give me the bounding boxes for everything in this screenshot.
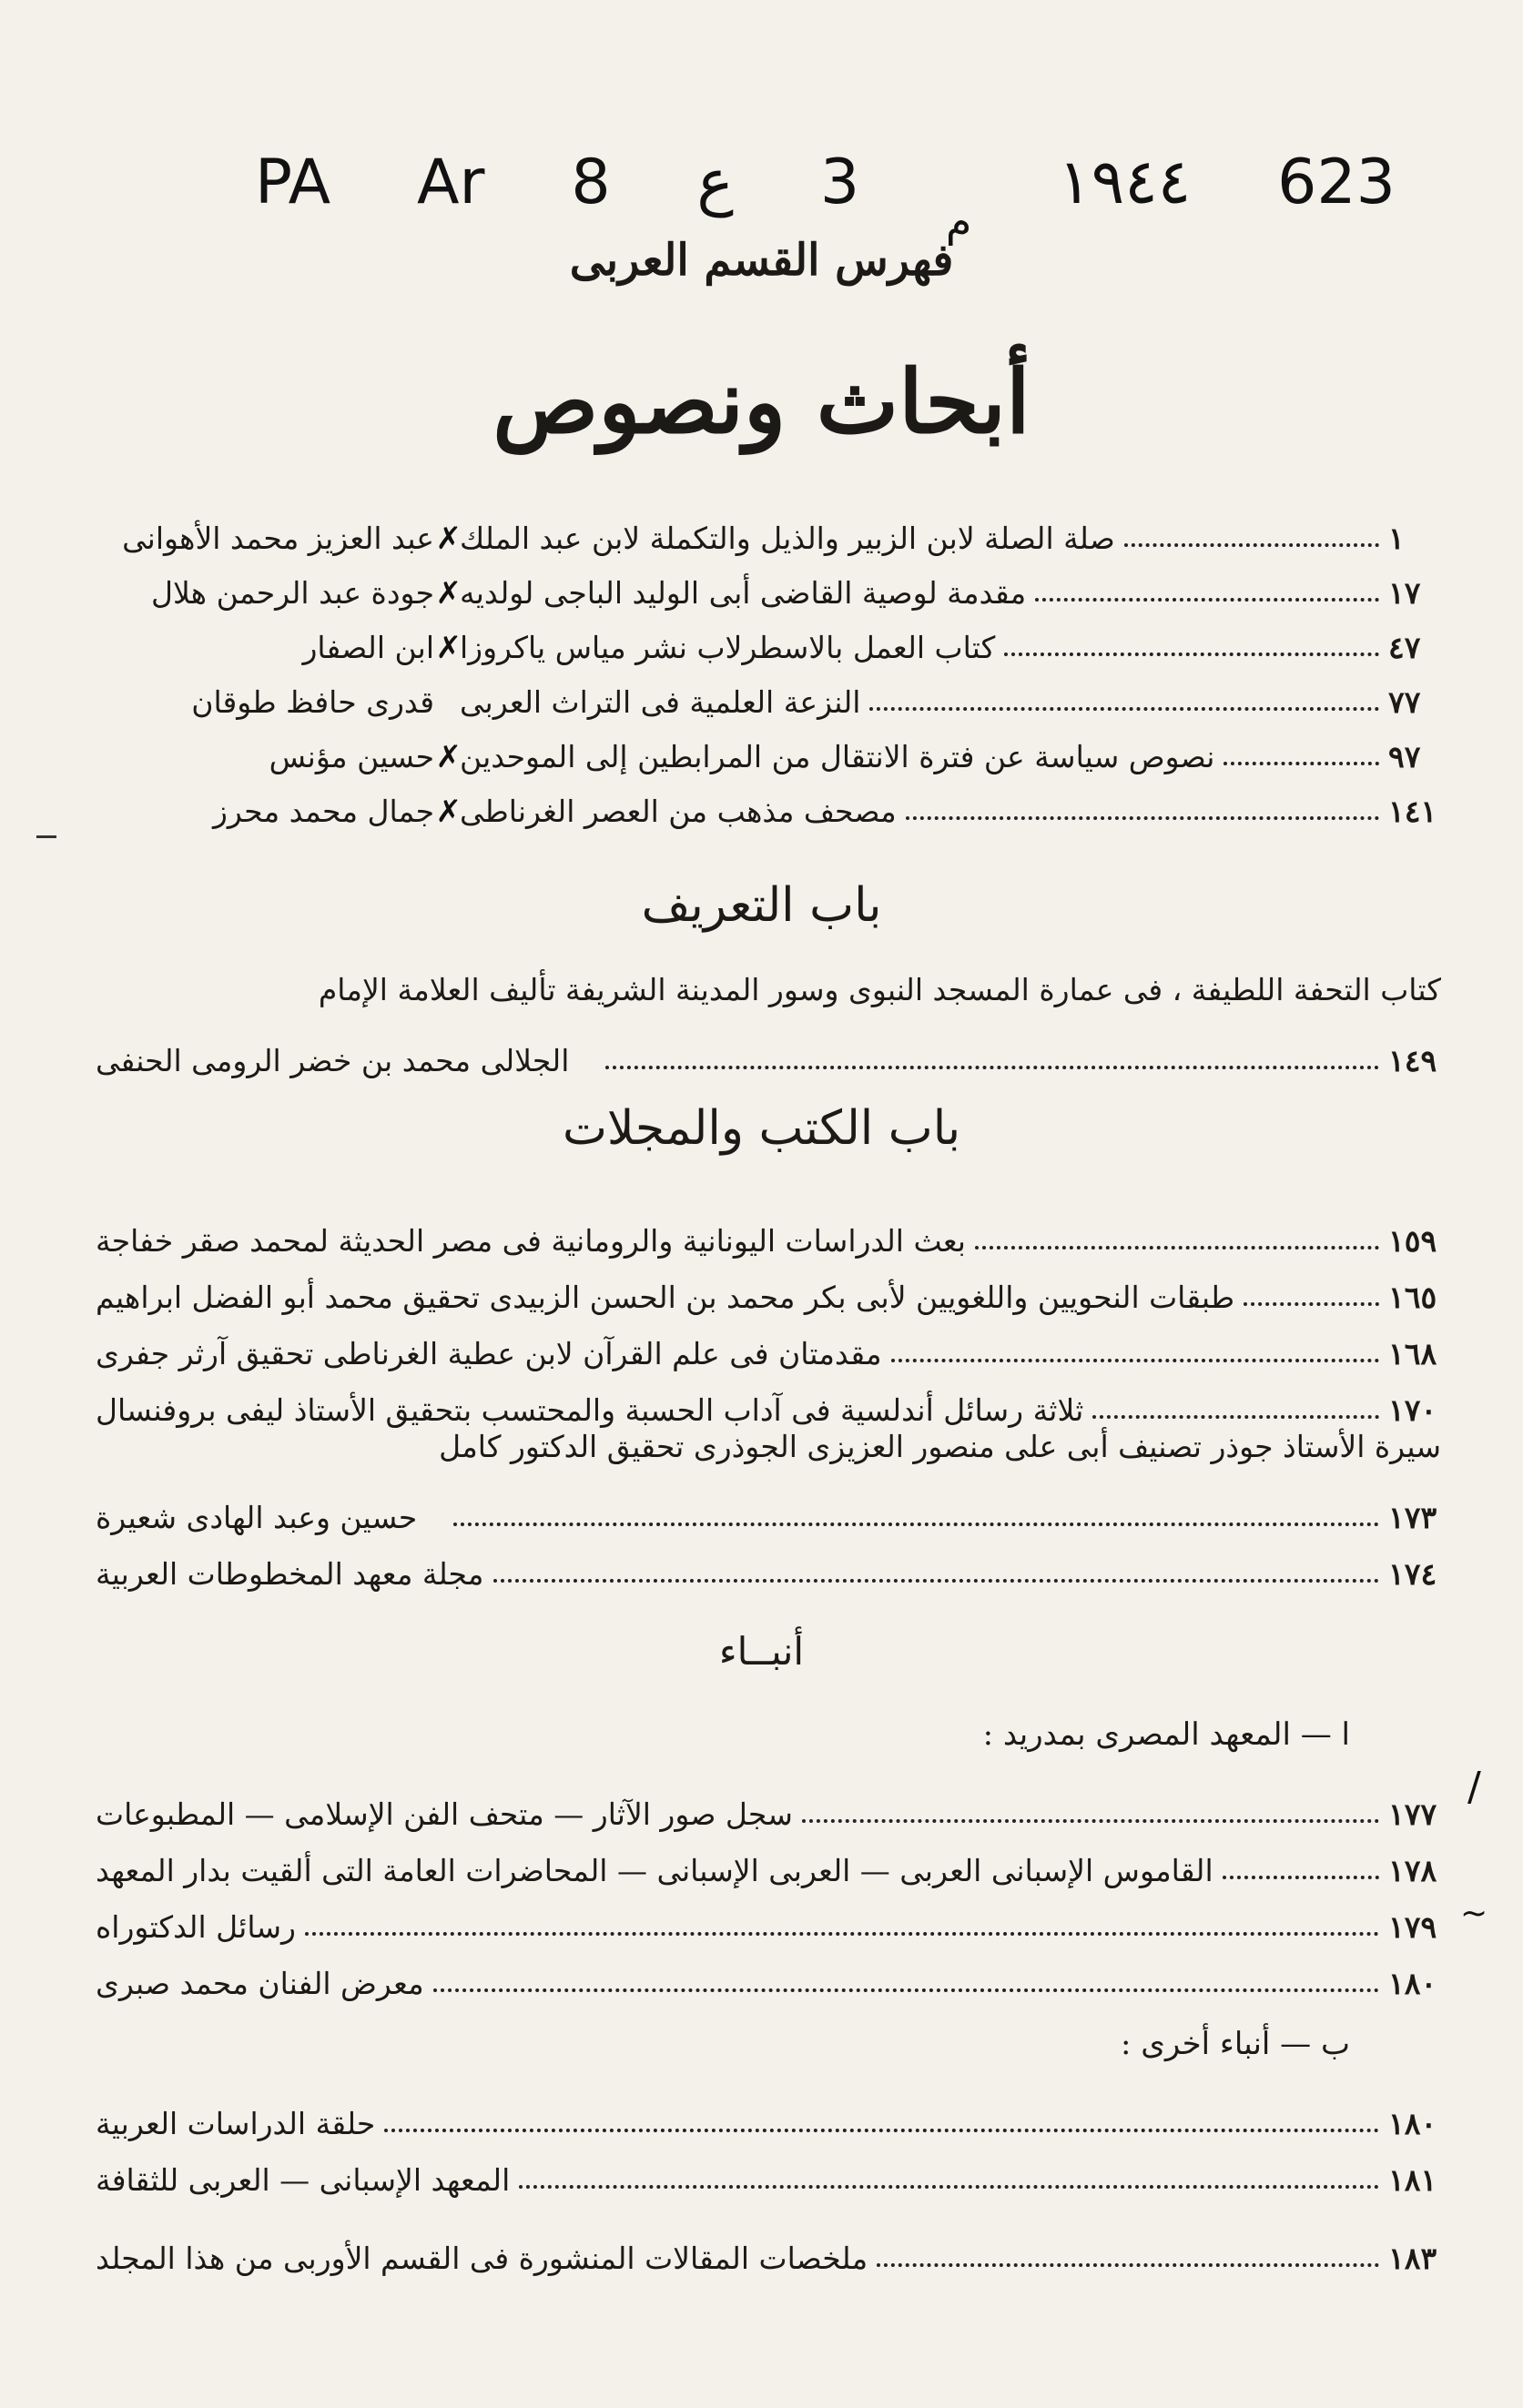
section-title-books: باب الكتب والمجلات — [562, 1101, 961, 1156]
entry-page: ١٥٩ — [1388, 1223, 1437, 1259]
cross-mark-icon: ✗ — [435, 575, 462, 612]
dot-leader — [891, 1359, 1379, 1362]
news-subheading-b: ب — أنباء أخرى : — [1120, 2026, 1350, 2062]
entry-title: ثلاثة رسائل أندلسية فى آداب الحسبة والمحتسب بتحقيق الأستاذ ليفى بروفنسال — [96, 1392, 1084, 1428]
entry-page: ١٧٤ — [1388, 1556, 1437, 1592]
entry-title: ملخصات المقالات المنشورة فى القسم الأوربى من هذا المجلد — [96, 2241, 868, 2276]
dot-leader — [1004, 653, 1379, 656]
entry-author: حسين مؤنس — [269, 739, 434, 774]
entry-title: صلة الصلة لابن الزبير والذيل والتكملة لابن عبد الملك — [460, 521, 1115, 556]
toc-entry — [96, 1775, 1441, 1832]
entry-title: مجلة معهد المخطوطات العربية — [96, 1556, 484, 1592]
dot-leader — [869, 707, 1379, 711]
entry-page: ١٧٩ — [1388, 1909, 1437, 1945]
entry-page: ١٧٧ — [1388, 1796, 1437, 1832]
toc-entry — [96, 717, 1441, 775]
dot-leader — [1223, 1876, 1379, 1879]
entry-title: المعهد الإسبانى — العربى للثقافة — [96, 2162, 511, 2198]
entry-title: الجلالى محمد بن خضر الرومى الحنفى — [96, 1043, 570, 1078]
entry-page: ١٧٠ — [1388, 1392, 1437, 1428]
pen-tick-icon: ~ — [1460, 1895, 1488, 1932]
annotation-6: م — [945, 197, 972, 246]
tarif-line-1: كتاب التحفة اللطيفة ، فى عمارة المسجد النبوى وسور المدينة الشريفة تأليف العلامة الإمام — [318, 972, 1441, 1007]
toc-entry — [96, 1258, 1441, 1315]
entry-title: كتاب العمل بالاسطرلاب نشر مياس ياكروزا — [460, 630, 996, 665]
entry-title: مصحف مذهب من العصر الغرناطى — [460, 794, 897, 829]
dot-leader — [1244, 1302, 1379, 1306]
dot-leader — [1223, 762, 1379, 765]
dot-leader — [802, 1819, 1379, 1823]
news-subheading-a: ا — المعهد المصرى بمدريد : — [982, 1716, 1350, 1753]
entry-title: سجل صور الآثار — متحف الفن الإسلامى — المطبوعات — [96, 1796, 793, 1832]
dot-leader — [1035, 598, 1379, 602]
annotation-7: ١٩٤٤ — [1058, 147, 1192, 218]
handwritten-call-number — [255, 118, 1396, 246]
entry-title: حسين وعبد الهادى شعيرة — [96, 1500, 418, 1535]
annotation-8: 623 — [1277, 147, 1396, 218]
dot-leader — [1124, 543, 1379, 547]
toc-entry — [96, 608, 1441, 666]
dot-leader — [975, 1246, 1379, 1250]
entry-title: رسائل الدكتوراه — [96, 1909, 296, 1945]
toc-entry — [96, 1314, 1441, 1369]
entry-page: ١٨٠ — [1388, 2106, 1437, 2141]
entry-page: ١٦٥ — [1388, 1280, 1437, 1315]
entry-title: النزعة العلمية فى التراث العربى — [460, 684, 861, 720]
dot-leader — [305, 1932, 1379, 1936]
section-title-tarif: باب التعريف — [641, 878, 882, 933]
toc-entry — [96, 1371, 1441, 1428]
toc-entry — [96, 1201, 1441, 1259]
entry-page: ١٦٨ — [1388, 1336, 1437, 1371]
index-title: فهرس القسم العربى — [569, 235, 954, 286]
entry-page: ٤٧ — [1388, 630, 1421, 665]
cross-mark-icon: ✗ — [435, 739, 462, 775]
annotation-3: 8 — [571, 147, 611, 218]
dot-leader — [1092, 1415, 1379, 1419]
dot-leader — [384, 2129, 1379, 2132]
entry-author: ابن الصفار — [302, 630, 434, 665]
toc-entry — [96, 772, 1441, 830]
entry-page: ١٤٩ — [1388, 1043, 1437, 1078]
entry-page: ٧٧ — [1388, 684, 1421, 720]
section-title-research: أبحاث ونصوص — [492, 350, 1031, 453]
entry-author: جمال محمد محرز — [213, 794, 434, 829]
toc-entry — [96, 1831, 1441, 1886]
entry-page: ١٨١ — [1388, 2162, 1437, 2198]
toc-entry — [96, 1021, 1441, 1076]
annotation-1: PA — [255, 147, 331, 218]
toc-entry — [96, 499, 1441, 557]
toc-entry — [96, 663, 1441, 720]
toc-entry — [96, 1887, 1441, 1945]
entry-page: ١ — [1388, 521, 1405, 556]
toc-entry — [96, 1944, 1441, 2001]
toc-entry — [96, 553, 1441, 612]
entry-title: معرض الفنان محمد صبرى — [96, 1966, 424, 2001]
entry-title: مقدمتان فى علم القرآن لابن عطية الغرناطى تحقيق آرثر جفرى — [96, 1336, 882, 1371]
dot-leader — [605, 1066, 1379, 1069]
entry-page: ١٧ — [1388, 575, 1421, 611]
section-title-news: أنبــاء — [718, 1629, 805, 1674]
dot-leader — [453, 1523, 1379, 1526]
dot-leader — [493, 1579, 1380, 1583]
toc-entry — [96, 1478, 1441, 1533]
entry-title: حلقة الدراسات العربية — [96, 2106, 376, 2141]
entry-title: القاموس الإسبانى العربى — العربى الإسبانى — المحاضرات العامة التى ألقيت بدار المعهد — [96, 1853, 1213, 1888]
dot-leader — [433, 1988, 1379, 1992]
cross-mark-icon: ✗ — [435, 521, 462, 557]
entry-page: ١٨٣ — [1388, 2241, 1437, 2276]
pen-tick-icon: / — [1467, 1764, 1481, 1810]
toc-entry — [96, 1534, 1441, 1592]
entry-page: ١٤١ — [1388, 794, 1437, 829]
entry-page: ١٨٠ — [1388, 1966, 1437, 2001]
toc-entry — [96, 2219, 1441, 2276]
entry-author: جودة عبد الرحمن هلال — [151, 575, 434, 611]
entry-page: ١٧٣ — [1388, 1500, 1437, 1535]
entry-page: ٩٧ — [1388, 739, 1421, 774]
toc-entry — [96, 2084, 1441, 2139]
entry-page: ١٧٨ — [1388, 1853, 1437, 1888]
dot-leader — [906, 816, 1379, 820]
margin-mark — [36, 835, 56, 838]
cross-mark-icon: ✗ — [435, 794, 462, 830]
entry-title: بعث الدراسات اليونانية والرومانية فى مصر الحديثة لمحمد صقر خفاجة — [96, 1223, 966, 1259]
entry-title: مقدمة لوصية القاضى أبى الوليد الباجى لولديه — [460, 575, 1027, 611]
annotation-5: 3 — [819, 147, 860, 218]
annotation-2: Ar — [417, 147, 485, 218]
entry-title: طبقات النحويين واللغويين لأبى بكر محمد بن الحسن الزبيدى تحقيق محمد أبو الفضل ابراهيم — [96, 1280, 1235, 1315]
cross-mark-icon: ✗ — [435, 630, 462, 666]
dot-leader — [877, 2263, 1379, 2267]
dot-leader — [519, 2185, 1379, 2189]
entry-title: نصوص سياسة عن فترة الانتقال من المرابطين إلى الموحدين — [460, 739, 1215, 774]
toc-entry — [96, 2140, 1441, 2198]
entry-author: عبد العزيز محمد الأهوانى — [122, 521, 434, 556]
entry-author: قدرى حافظ طوقان — [191, 684, 434, 720]
sira-line-1: سيرة الأستاذ جوذر تصنيف أبى على منصور العزيزى الجوذرى تحقيق الدكتور كامل — [439, 1429, 1441, 1464]
annotation-4: ع — [696, 147, 734, 218]
